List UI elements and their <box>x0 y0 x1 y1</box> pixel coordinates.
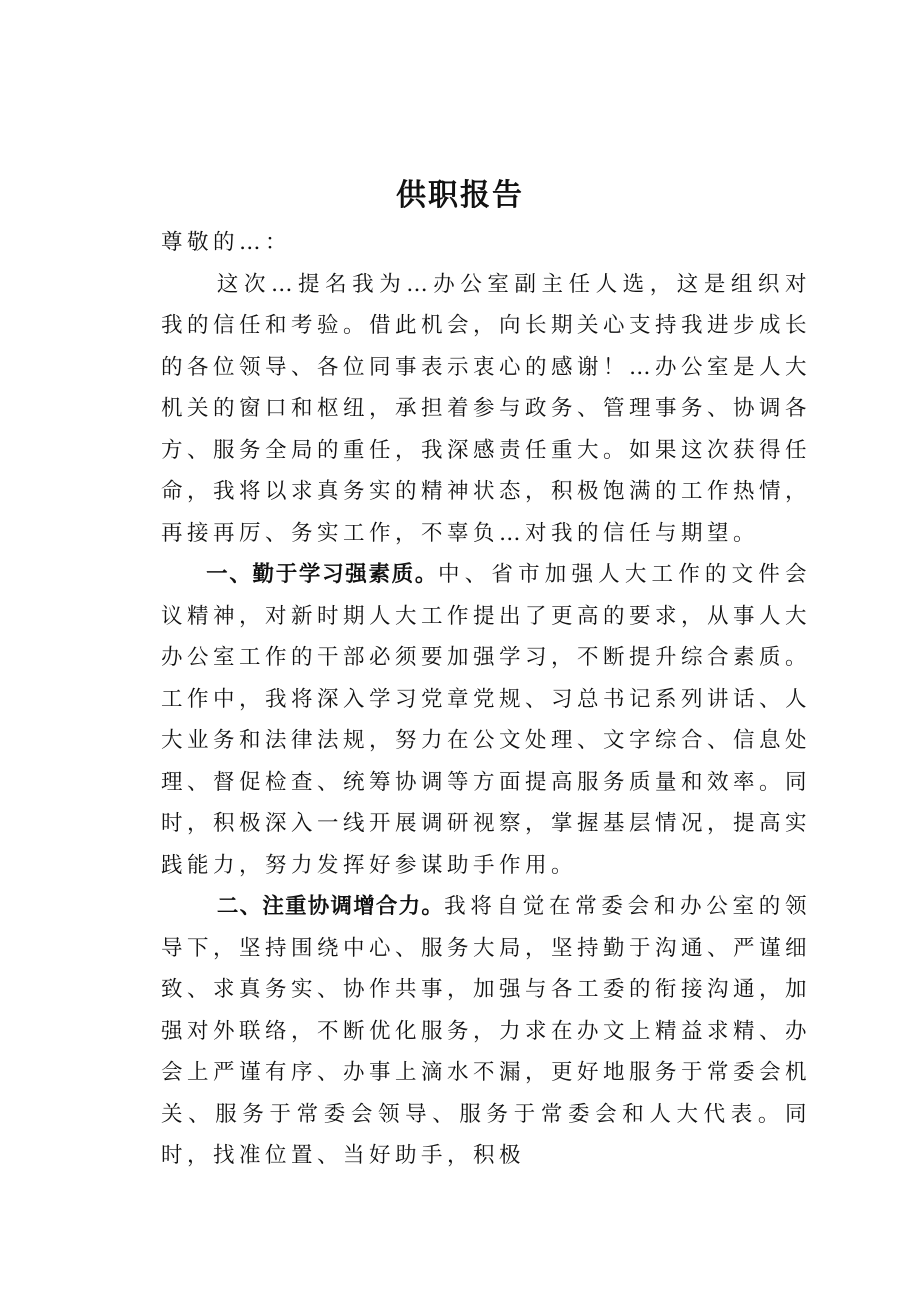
document-body <box>161 222 811 1177</box>
paragraph-text: 中、省市加强人大工作的文件会议精神，对新时期人大工作提出了更高的要求，从事人大办公室工作的干部必须要加强学习，不断提升综合素质。工作中，我将深入学习党章党规、习总书记系列讲话、人大业务和法律法规，努力在公文处理、文字综合、信息处理、督促检查、统筹协调等方面提高服务质量和效率。同时，积极深入一线开展调研视察，掌握基层情况，提高实践能力，努力发挥好参谋助手作用。 <box>161 562 812 878</box>
paragraph-study <box>161 554 811 886</box>
paragraph-text: 这次…提名我为…办公室副主任人选，这是组织对我的信任和考验。借此机会，向长期关心支持我进步成长的各位领导、各位同事表示衷心的感谢！…办公室是人大机关的窗口和枢纽，承担着参与政务、管理事务、协调各方、服务全局的重任，我深感责任重大。如果这次获得任命，我将以求真务实的精神状态，积极饱满的工作热情，再接再厉、务实工作，不辜负…对我的信任与期望。 <box>161 271 812 546</box>
paragraph-coordination <box>161 886 811 1177</box>
page-title: 供职报告 <box>396 178 524 213</box>
salutation: 尊敬的…： <box>161 230 292 255</box>
paragraph-text: 我将自觉在常委会和办公室的领导下，坚持围绕中心、服务大局，坚持勤于沟通、严谨细致、求真务实、协作共事，加强与各工委的衔接沟通，加强对外联络，不断优化服务，力求在办文上精益求精、办会上严谨有序、办事上滴水不漏，更好地服务于常委会机关、服务于常委会领导、服务于常委会和人大代表。同时，找准位置、当好助手，积极 <box>161 894 812 1168</box>
section-heading: 二、注重协调增合力。 <box>216 894 445 919</box>
section-heading: 一、勤于学习强素质。 <box>206 562 439 587</box>
paragraph-intro <box>161 264 811 555</box>
